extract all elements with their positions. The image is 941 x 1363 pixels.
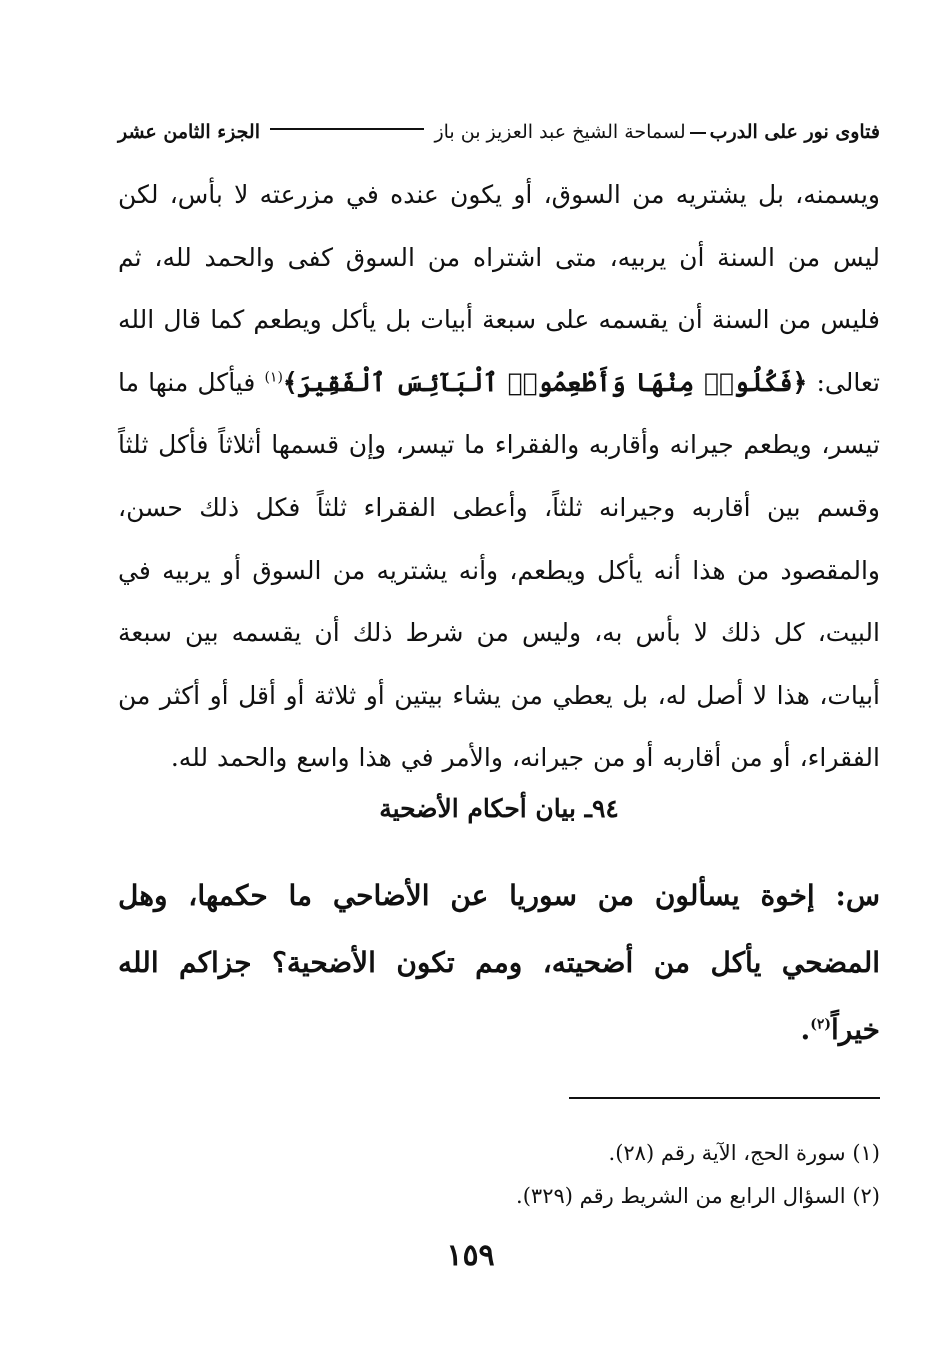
footnote-2: (٢) السؤال الرابع من الشريط رقم (٣٢٩). xyxy=(516,1184,880,1208)
running-header xyxy=(118,114,880,150)
text-before-quran: ويسمنه، بل يشتريه من السوق، أو يكون عنده في مزرعته لا بأس، لكن ليس من السنة أن يربيه، متى اشتراه من السوق كفى والحمد لله، ثم فليس من السنة أن يقسمه على سبعة أبيات بل يأكل ويطعم كما قال الله تعالى: xyxy=(118,180,880,397)
quran-close-bracket: ﴾ xyxy=(282,367,298,397)
question-text: س: إخوة يسألون من سوريا عن الأضاحي ما حكمها، وهل المضحي يأكل من أضحيته، ومم تكون الأضحية؟ جزاكم الله خيراً xyxy=(118,879,880,1046)
part-number: الجزء الثامن عشر xyxy=(118,121,260,143)
book-title: فتاوى نور على الدرب xyxy=(709,121,880,143)
quran-open-bracket: ﴿ xyxy=(792,367,808,397)
footnote-rule xyxy=(569,1097,880,1099)
footnote-1: (١) سورة الحج، الآية رقم (٢٨). xyxy=(608,1141,880,1165)
footnotes xyxy=(118,1132,880,1218)
page-number: ١٥٩ xyxy=(446,1238,495,1273)
quran-verse xyxy=(283,368,807,397)
quran-verse-text: فَكُلُوا۟ مِنْهَا وَأَطْعِمُوا۟ ٱلْبَآئِسَ ٱلْفَقِيرَ xyxy=(297,367,793,397)
header-left xyxy=(434,121,880,143)
header-dash xyxy=(690,132,706,134)
text-after-quran: فيأكل منها ما تيسر، ويطعم جيرانه وأقاربه والفقراء ما تيسر، وإن قسمها أثلاثاً فأكل ثلثاً وقسم بين أقاربه وجيرانه ثلثاً، وأعطى الفقراء ثلثاً فكل ذلك حسن، والمقصود من هذا أنه يأكل ويطعم، وأنه يشتريه من السوق أو يربيه في البيت، كل ذلك لا بأس به، وليس من شرط ذلك أن يقسمه بين سبعة أبيات، هذا لا أصل له، بل يعطي من يشاء بيتين أو ثلاثة أو أقل أو أكثر من الفقراء، أو من أقاربه أو من جيرانه، والأمر في هذا واسع والحمد لله. xyxy=(118,367,880,773)
answer-paragraph xyxy=(118,164,880,790)
header-rule xyxy=(270,128,424,130)
footnote-ref-2: (٢) xyxy=(810,1016,831,1033)
footnote-ref-1: (١) xyxy=(264,369,283,386)
author-name: لسماحة الشيخ عبد العزيز بن باز xyxy=(434,121,686,143)
question-paragraph xyxy=(118,862,880,1063)
section-title: ٩٤ـ بيان أحكام الأضحية xyxy=(379,794,619,823)
question-end: . xyxy=(800,1013,811,1046)
